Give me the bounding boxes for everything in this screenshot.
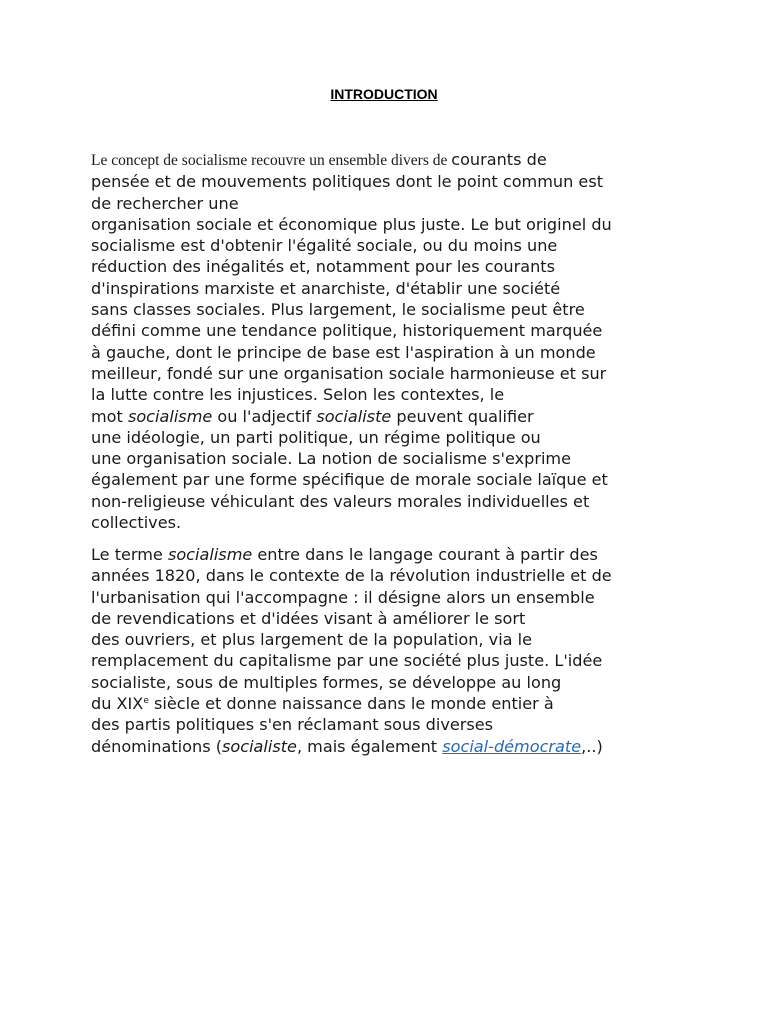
p2-line: socialiste, sous de multiples formes, se développe au long [91, 672, 562, 692]
p2-italic-term: socialiste [221, 736, 297, 756]
p2-text: du XIX [91, 694, 144, 714]
page-title: INTRODUCTION [330, 86, 438, 102]
p2-italic-term: socialisme [167, 545, 253, 564]
p1-line-serif-text: Le concept de socialisme recouvre un ensemble divers de [91, 152, 452, 169]
p2-line: l'urbanisation qui l'accompagne : il désigne alors un ensemble [91, 587, 595, 607]
p2-line: remplacement du capitalisme par une société plus juste. L'idée [91, 651, 603, 671]
p1-line: défini comme une tendance politique, historiquement marquée [91, 321, 603, 341]
p1-text: peuvent qualifier [391, 406, 534, 426]
p1-text: mot [91, 406, 128, 426]
p2-text: ,..) [581, 736, 603, 756]
p1-line: meilleur, fondé sur une organisation sociale harmonieuse et sur [91, 363, 607, 383]
p1-line: une organisation sociale. La notion de socialisme s'exprime [91, 449, 571, 469]
p2-line: des ouvriers, et plus largement de la population, via le [91, 630, 533, 650]
p1-line: la lutte contre les injustices. Selon les contextes, le [91, 385, 505, 405]
p2-line [91, 693, 691, 714]
p1-line: organisation sociale et économique plus juste. Le but originel du [91, 214, 612, 234]
p1-line: non-religieuse véhiculant des valeurs morales individuelles et [91, 491, 590, 511]
p2-text: Le terme [91, 545, 168, 564]
p1-line: collectives. [91, 513, 182, 533]
p1-line [91, 406, 691, 427]
p1-line: une idéologie, un parti politique, un régime politique ou [91, 427, 541, 447]
p1-line: socialisme est d'obtenir l'égalité sociale, ou du moins une [91, 236, 558, 256]
p2-text: , mais également [296, 736, 443, 756]
p1-line: d'inspirations marxiste et anarchiste, d'établir une société [91, 278, 561, 298]
p2-line [91, 544, 691, 565]
p1-italic-term: socialiste [316, 406, 392, 426]
p1-line: pensée et de mouvements politiques dont le point commun est [91, 172, 604, 192]
p1-italic-term: socialisme [127, 406, 213, 426]
p1-line: réduction des inégalités et, notamment pour les courants [91, 257, 555, 277]
p2-line: de revendications et d'idées visant à améliorer le sort [91, 608, 526, 628]
p2-text: dénominations ( [91, 736, 222, 756]
p1-line [91, 149, 691, 171]
p1-line: de rechercher une [91, 193, 239, 213]
superscript-e: e [143, 696, 149, 707]
p1-line: sans classes sociales. Plus largement, le socialisme peut être [91, 300, 585, 320]
social-democrate-link[interactable]: social-démocrate [442, 736, 582, 756]
p1-text: ou l'adjectif [212, 406, 317, 426]
p2-line: des partis politiques s'en réclamant sous diverses [91, 715, 494, 735]
p2-line [91, 736, 691, 757]
p1-line-text: courants de [451, 150, 547, 169]
paragraph-2 [91, 544, 691, 757]
p2-text: entre dans le langage courant à partir des [252, 545, 598, 564]
paragraph-1 [91, 149, 691, 533]
p1-line: à gauche, dont le principe de base est l'aspiration à un monde [91, 342, 596, 362]
p2-text: siècle et donne naissance dans le monde entier à [148, 694, 554, 714]
p1-line: également par une forme spécifique de morale sociale laïque et [91, 470, 608, 490]
p2-line: années 1820, dans le contexte de la révolution industrielle et de [91, 566, 612, 586]
